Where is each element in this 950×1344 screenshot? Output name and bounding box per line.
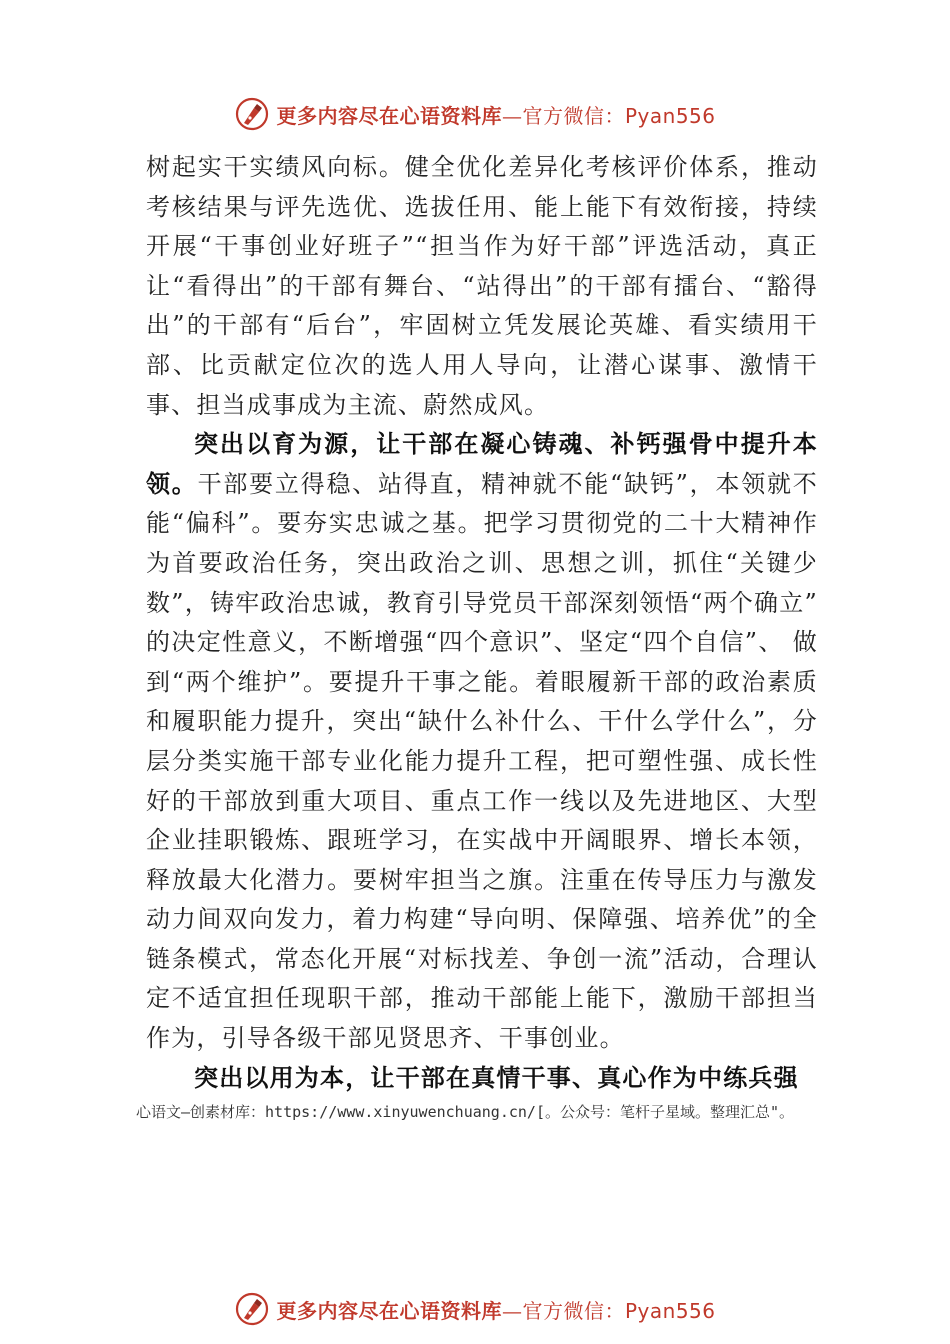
- banner-main-text: 更多内容尽在心语资料库: [276, 103, 502, 128]
- pen-nib-logo-icon: [234, 1291, 270, 1327]
- banner-wechat-label: 官方微信：: [522, 103, 625, 128]
- banner-main-text: 更多内容尽在心语资料库: [276, 1298, 502, 1323]
- document-body: [146, 148, 818, 1098]
- pen-nib-logo-icon: [234, 96, 270, 132]
- paragraph-3: [146, 1059, 818, 1099]
- header-banner: [0, 92, 950, 136]
- banner-wechat-id: Pyan556: [624, 103, 716, 128]
- page-footnote: 心语文—创素材库：https://www.xinyuwenchuang.cn/[。公众号：笔杆子星域。整理汇总"。: [136, 1103, 795, 1121]
- banner-wechat-id: Pyan556: [624, 1298, 716, 1323]
- banner-text: [276, 100, 715, 129]
- paragraph-1-text: 树起实干实绩风向标。健全优化差异化考核评价体系，推动考核结果与评先选优、选拔任用、能上能下有效衔接，持续开展“干事创业好班子”“担当作为好干部”评选活动，真正让“看得出”的干部有舞台、“站得出”的干部有擂台、“豁得出”的干部有“后台”，牢固树立凭发展论英雄、看实绩用干部、比贡献定位次的选人用人导向，让潜心谋事、激情干事、担当成事成为主流、蔚然成风。: [146, 153, 818, 419]
- footer-banner: [0, 1287, 950, 1331]
- banner-wechat-label: 官方微信：: [522, 1298, 625, 1323]
- paragraph-2-lead: 突出以育为源，让干部在凝心铸魂、补钙强骨中提升本领。: [146, 430, 818, 498]
- banner-text: [276, 1295, 715, 1324]
- paragraph-2: [146, 425, 818, 1059]
- banner-separator: —: [501, 1298, 523, 1323]
- paragraph-3-lead: 突出以用为本，让干部在真情干事、真心作为中练兵强: [194, 1063, 799, 1092]
- banner-separator: —: [501, 103, 523, 128]
- paragraph-1: [146, 148, 818, 425]
- paragraph-2-text: 干部要立得稳、站得直，精神就不能“缺钙”，本领就不能“偏科”。要夯实忠诚之基。把学习贯彻党的二十大精神作为首要政治任务，突出政治之训、思想之训，抓住“关键少数”，铸牢政治忠诚，教育引导党员干部深刻领悟“两个确立” 的决定性意义，不断增强“四个意识”、坚定“四个自信”、 做到“两个维护”。要提升干事之能。着眼履新干部的政治素质和履职能力提升，突出“缺什么补什么、干什么学什么”，分层分类实施干部专业化能力提升工程，把可塑性强、成长性好的干部放到重大项目、重点工作一线以及先进地区、大型企业挂职锻炼、跟班学习，在实战中开阔眼界、增长本领， 释放最大化潜力。要树牢担当之旗。注重在传导压力与激发动力间双向发力，着力构建“导向明、保障强、培养优”的全链条模式，常态化开展“对标找差、争创一流”活动，合理认定不适宜担任现职干部，推动干部能上能下，激励干部担当作为，引导各级干部见贤思齐、干事创业。: [146, 469, 818, 1053]
